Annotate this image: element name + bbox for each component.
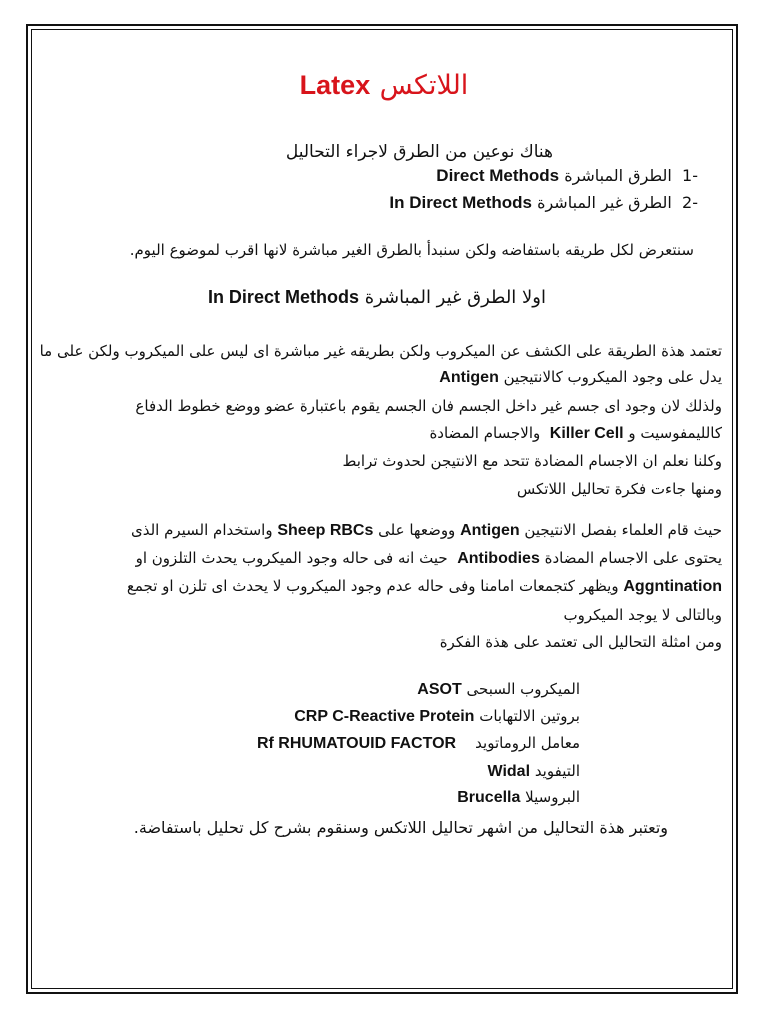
para2-line-5: ومن امثلة التحاليل الى تعتمد على هذة الفكرة <box>439 633 722 651</box>
page-title <box>0 70 768 101</box>
item-label-ar: الطرق المباشرة <box>564 166 672 185</box>
title-arabic: اللاتكس <box>379 70 469 101</box>
test-code: Brucella <box>457 789 521 806</box>
para1-line-5: وكلنا نعلم ان الاجسام المضادة تتحد مع الانتيجن لحدوث ترابط <box>342 452 722 470</box>
antibodies-term: Antibodies <box>457 550 540 567</box>
test-item: التيفويد Widal <box>487 762 580 780</box>
test-code: Widal <box>487 763 531 780</box>
para2-line-3: Aggntination ويظهر كتجمعات امامنا وفى حاله عدم وجود الميكروب لا يحدث اى تلزن او تجمع <box>126 577 722 595</box>
para1-line-3: ولذلك لان وجود اى جسم غير داخل الجسم فان الجسم يقوم باعتبارة عضو ووضع خطوط الدفاع <box>135 397 722 415</box>
para1-line-1: تعتمد هذة الطريقة على الكشف عن الميكروب ولكن بطريقه غير مباشرة اى ليس على الميكروب ولكن على ما <box>39 342 722 360</box>
antigen-term: Antigen <box>439 369 499 386</box>
test-code: Rf RHUMATOUID FACTOR <box>256 735 457 752</box>
intro-line: هناك نوعين من الطرق لاجراء التحاليل <box>285 142 553 162</box>
test-code: CRP C-Reactive Protein <box>294 708 475 725</box>
killer-cell-term: Killer Cell <box>549 425 624 442</box>
para2-line-1: حيث قام العلماء بفصل الانتيجين Antigen ووضعها على Sheep RBCs واستخدام السيرم الذى <box>130 521 722 539</box>
item-number: -2 <box>682 193 698 212</box>
test-item: بروتين الالتهابات CRP C-Reactive Protein <box>294 707 580 725</box>
sheep-rbcs-term: Sheep RBCs <box>277 522 374 539</box>
agglutination-term: Aggntination <box>623 578 722 595</box>
intro-note: سنتعرض لكل طريقه باستفاضه ولكن سنبدأ بالطرق الغير مباشرة لانها اقرب لموضوع اليوم. <box>129 241 694 259</box>
test-item: البروسيلا Brucella <box>457 788 580 806</box>
para1-line-2: يدل على وجود الميكروب كالانتيجين Antigen <box>439 368 722 386</box>
item-label-en: In Direct Methods <box>389 193 532 212</box>
closing-line: وتعتبر هذة التحاليل من اشهر تحاليل اللاتكس وسنقوم بشرح كل تحليل باستفاضة. <box>133 818 668 837</box>
item-label-ar: الطرق غير المباشرة <box>537 193 672 212</box>
antigen-term: Antigen <box>460 522 520 539</box>
para1-line-4: كالليمفوسيت و Killer Cell والاجسام المضادة <box>429 424 722 442</box>
title-latin: Latex <box>299 70 371 100</box>
test-item: الميكروب السبحى ASOT <box>417 680 580 698</box>
para1-line-6: ومنها جاءت فكرة تحاليل اللاتكس <box>516 480 722 498</box>
section-heading <box>208 287 546 308</box>
para2-line-4: وبالتالى لا يوجد الميكروب <box>563 606 722 624</box>
test-code: ASOT <box>417 681 462 698</box>
test-item: معامل الروماتويد Rf RHUMATOUID FACTOR <box>256 734 580 752</box>
intro-item-1 <box>436 166 698 186</box>
heading-english: In Direct Methods <box>207 287 359 307</box>
intro-item-2 <box>389 193 698 213</box>
item-number: -1 <box>682 166 698 185</box>
heading-arabic: اولا الطرق غير المباشرة <box>364 287 546 308</box>
item-label-en: Direct Methods <box>436 166 560 185</box>
para2-line-2: يحتوى على الاجسام المضادة Antibodies حيث انه فى حاله وجود الميكروب يحدث التلزون او <box>135 549 722 567</box>
